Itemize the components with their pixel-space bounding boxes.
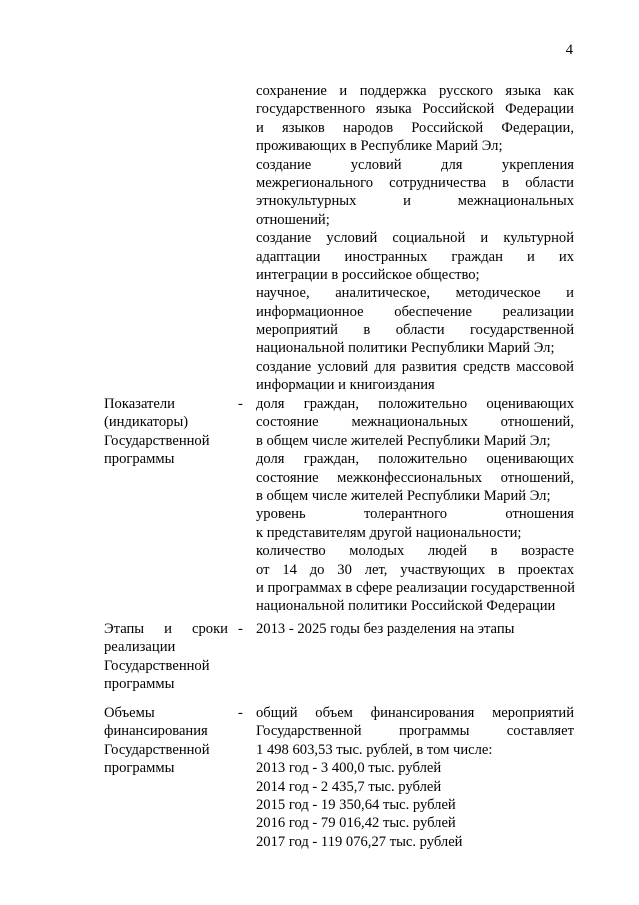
label-line: программы [104, 676, 175, 693]
goals-line: государственного языка Российской Федерации [256, 101, 574, 118]
indicator-line: от 14 до 30 лет, участвующих в проектах [256, 561, 574, 578]
goals-line: мероприятий в области государственной [256, 322, 574, 339]
indicator-line: доля граждан, положительно оценивающих [256, 396, 574, 412]
label-line: Государственной [104, 657, 210, 674]
goals-line: сохранение и поддержка русского языка как [256, 83, 574, 99]
stages-label [104, 620, 228, 694]
label-line: Объемы [104, 705, 155, 721]
stages-block [256, 620, 574, 638]
goals-line: создание условий для развития средств массовой [256, 358, 574, 375]
indicator-line: доля граждан, положительно оценивающих [256, 451, 574, 468]
label-line: финансирования [104, 723, 208, 740]
label-dash: - [238, 621, 243, 637]
indicator-line: в общем числе жителей Республики Марий Эл; [256, 432, 551, 449]
stages-line: 2013 - 2025 годы без разделения на этапы [256, 621, 515, 637]
financing-line: 2017 год - 119 076,27 тыс. рублей [256, 833, 463, 850]
goals-line: информационное обеспечение реализации [256, 303, 574, 320]
indicator-line: уровень толерантного отношения [256, 506, 574, 523]
indicator-line: к представителям другой национальности; [256, 524, 522, 541]
financing-line: Государственной программы составляет [256, 723, 574, 740]
indicator-line: и программах в сфере реализации государственной [256, 579, 575, 596]
label-line: программы [104, 451, 175, 468]
label-line: реализации [104, 639, 176, 656]
page-number: 4 [565, 42, 573, 58]
label-dash: - [238, 705, 243, 721]
label-line: Этапы и сроки [104, 621, 228, 637]
indicators-label [104, 395, 224, 469]
financing-line: общий объем финансирования мероприятий [256, 705, 574, 721]
indicator-line: количество молодых людей в возрасте [256, 543, 574, 560]
label-line: программы [104, 760, 175, 777]
indicator-line: состояние межнациональных отношений, [256, 414, 574, 431]
financing-line: 1 498 603,53 тыс. рублей, в том числе: [256, 741, 493, 758]
label-line: Показатели [104, 396, 175, 412]
goals-line: создание условий для укрепления [256, 156, 574, 173]
financing-line: 2014 год - 2 435,7 тыс. рублей [256, 778, 442, 795]
goals-line: этнокультурных и межнациональных [256, 193, 574, 210]
indicator-line: состояние межконфессиональных отношений, [256, 469, 574, 486]
goals-line: проживающих в Республике Марий Эл; [256, 138, 503, 155]
label-dash: - [238, 396, 243, 412]
financing-line: 2013 год - 3 400,0 тыс. рублей [256, 760, 442, 777]
goals-line: межрегионального сотрудничества в области [256, 174, 574, 191]
label-line: (индикаторы) [104, 414, 189, 431]
financing-block [256, 704, 574, 851]
label-line: Государственной [104, 432, 210, 449]
goals-line: создание условий социальной и культурной [256, 230, 574, 247]
goals-line: адаптации иностранных граждан и их [256, 248, 574, 265]
goals-tail-block [256, 82, 574, 395]
financing-label [104, 704, 224, 778]
goals-line: научное, аналитическое, методическое и [256, 285, 574, 302]
goals-line: интеграции в российское общество; [256, 266, 480, 283]
financing-line: 2016 год - 79 016,42 тыс. рублей [256, 815, 456, 832]
indicators-block [256, 395, 574, 616]
indicator-line: национальной политики Российской Федерации [256, 598, 556, 615]
goals-line: и языков народов Российской Федерации, [256, 119, 574, 136]
financing-line: 2015 год - 19 350,64 тыс. рублей [256, 796, 456, 813]
label-line: Государственной [104, 741, 210, 758]
goals-line: национальной политики Республики Марий Эл; [256, 340, 555, 357]
goals-line: информации и книгоиздания [256, 377, 435, 394]
indicator-line: в общем числе жителей Республики Марий Эл; [256, 487, 551, 504]
goals-line: отношений; [256, 211, 330, 228]
